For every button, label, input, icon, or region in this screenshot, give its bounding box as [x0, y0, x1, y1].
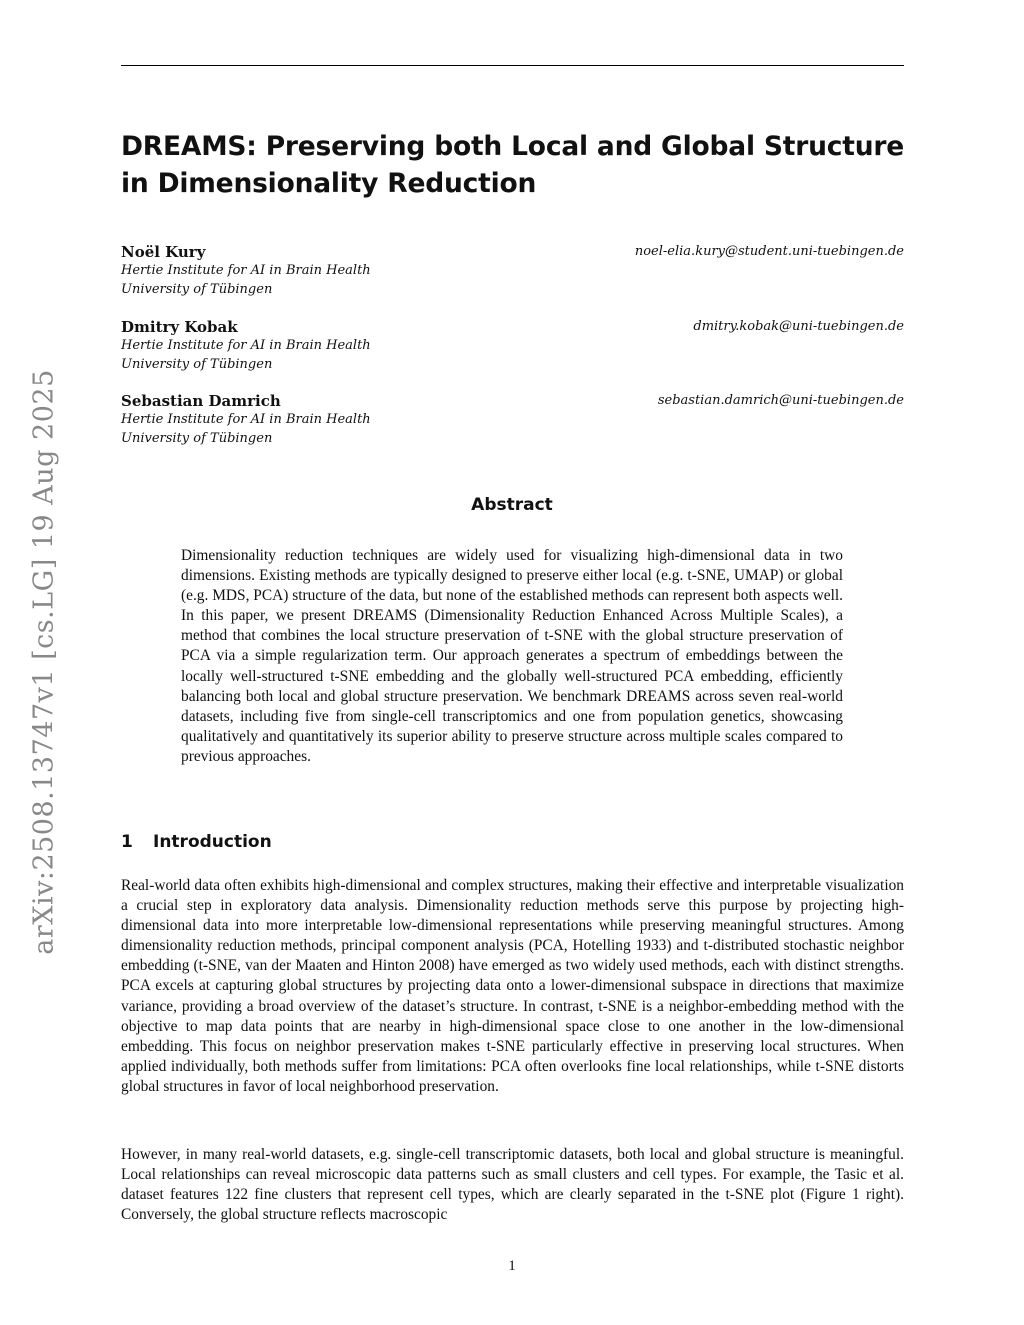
- author-university: University of Tübingen: [121, 356, 273, 372]
- author-name: Sebastian Damrich: [121, 392, 281, 410]
- author-block-kury: [121, 243, 904, 299]
- page-number: 1: [508, 1258, 516, 1274]
- author-name: Noël Kury: [121, 243, 206, 261]
- author-name: Dmitry Kobak: [121, 318, 238, 336]
- abstract-text: Dimensionality reduction techniques are widely used for visualizing high-dimensional data in two dimensions. Existing methods are typically designed to preserve either local (e.g. t-SNE, UMAP) or global (e.g. MDS, PCA) structure of the data, but none of the established methods can represent both aspects well. In this paper, we present DREAMS (Dimensionality Reduction Enhanced Across Multiple Scales), a method that combines the local structure preservation of t-SNE with the global structure preservation of PCA via a simple regularization term. Our approach generates a spectrum of embeddings between the locally well-structured t-SNE embedding and the globally well-structured PCA embedding, efficiently balancing both local and global structure preservation. We benchmark DREAMS across seven real-world datasets, including five from single-cell transcriptomics and one from population genetics, showcasing qualitatively and quantitatively its superior ability to preserve structure across multiple scales compared to previous approaches.: [181, 547, 843, 765]
- author-university: University of Tübingen: [121, 281, 273, 297]
- paper-title: DREAMS: Preserving both Local and Global Structure in Dimensionality Reduction: [121, 131, 905, 199]
- section-heading-introduction: [121, 832, 272, 852]
- author-email[interactable]: dmitry.kobak@uni-tuebingen.de: [693, 319, 904, 334]
- arxiv-stamp[interactable]: arXiv:2508.13747v1 [cs.LG] 19 Aug 2025: [28, 369, 60, 955]
- author-affiliation: Hertie Institute for AI in Brain Health: [121, 412, 371, 427]
- author-email[interactable]: sebastian.damrich@uni-tuebingen.de: [657, 393, 904, 408]
- author-university: University of Tübingen: [121, 430, 273, 446]
- author-email[interactable]: noel-elia.kury@student.uni-tuebingen.de: [634, 244, 904, 259]
- author-block-damrich: [121, 392, 904, 448]
- intro-paragraph-2: However, in many real-world datasets, e.g. single-cell transcriptomic datasets, both local and global structure is meaningful. Local relationships can reveal microscopic data patterns such as small clusters and cell types. For example, the Tasic et al. dataset features 122 fine clusters that represent cell types, which are clearly separated in the t-SNE plot (Figure 1 right). Conversely, the global structure reflects macroscopic: [121, 1146, 904, 1224]
- section-title: Introduction: [153, 832, 272, 852]
- top-rule: [121, 65, 904, 66]
- intro-paragraph-1: Real-world data often exhibits high-dimensional and complex structures, making their effective and interpretable visualization a crucial step in exploratory data analysis. Dimensionality reduction methods serve this purpose by projecting high-dimensional data into more interpretable low-dimensional representations while preserving meaningful structures. Among dimensionality reduction methods, principal component analysis (PCA, Hotelling 1933) and t-distributed stochastic neighbor embedding (t-SNE, van der Maaten and Hinton 2008) have emerged as two widely used methods, each with distinct strengths. PCA excels at capturing global structures by projecting data onto a lower-dimensional subspace in directions that maximize variance, providing a broad overview of the dataset’s structure. In contrast, t-SNE is a neighbor-embedding method with the objective to map data points that are nearby in high-dimensional space close to one another in the low-dimensional embedding. This focus on neighbor preservation makes t-SNE particularly effective in preserving local structures. When applied individually, both methods suffer from limitations: PCA often overlooks fine local relationships, while t-SNE distorts global structures in favor of local neighborhood preservation.: [121, 877, 904, 1095]
- author-affiliation: Hertie Institute for AI in Brain Health: [121, 338, 371, 353]
- author-affiliation: Hertie Institute for AI in Brain Health: [121, 263, 371, 278]
- abstract-heading: Abstract: [471, 495, 553, 515]
- author-block-kobak: [121, 318, 904, 374]
- section-number: 1: [121, 832, 133, 852]
